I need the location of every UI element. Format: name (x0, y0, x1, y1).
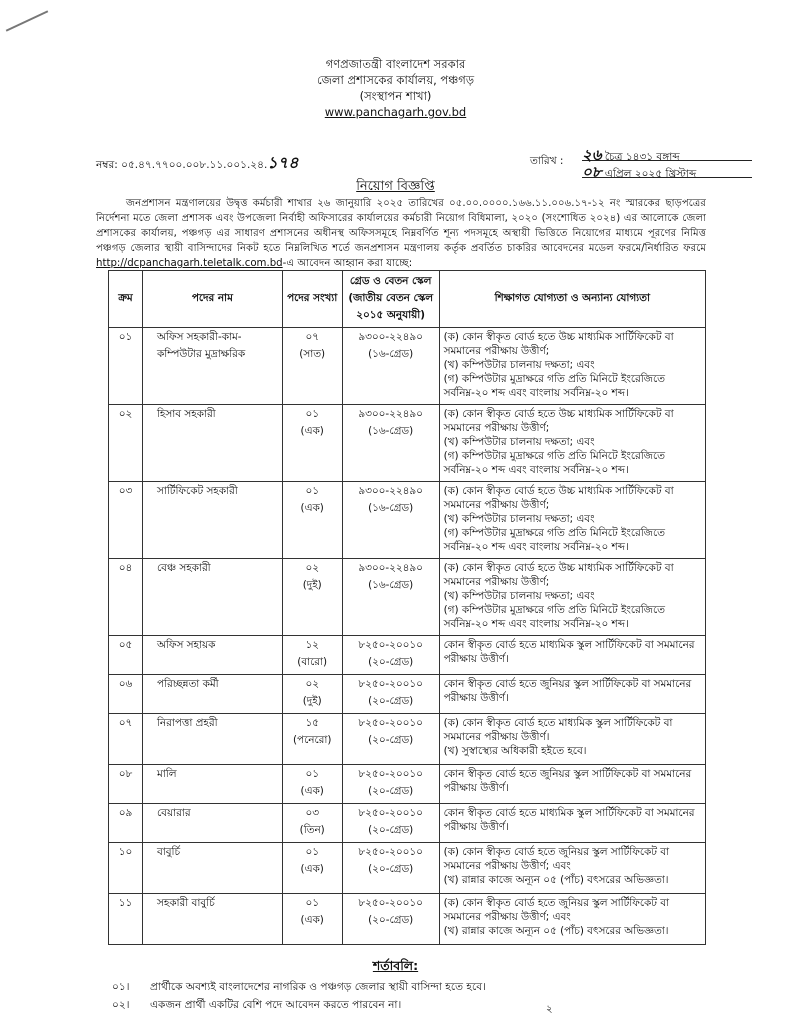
gov-name: গণপ্রজাতন্ত্রী বাংলাদেশ সরকার (325, 57, 466, 71)
table-row (109, 894, 706, 945)
count-number: ০৩ (305, 807, 319, 819)
row-grade (342, 328, 439, 405)
memo-handwritten-number: ১৭৪ (267, 153, 299, 172)
table-row (109, 714, 706, 765)
intro-paragraph (96, 196, 706, 271)
qual-line: (গ) কম্পিউটার মুদ্রাক্ষরে গতি প্রতি মিনিটে ইংরেজিতে সর্বনিম্ন-২০ শব্দ এবং বাংলায় সর্বনিম্ন-২০ শব্দ। (443, 604, 665, 630)
row-qualification (439, 675, 705, 714)
table-row (109, 636, 706, 675)
qual-line: (ক) কোন স্বীকৃত বোর্ড হতে জুনিয়র স্কুল সার্টিফিকেট বা সমমানের পরীক্ষায় উত্তীর্ণ; এবং (443, 846, 670, 872)
row-count (282, 405, 342, 482)
term-text: একজন প্রার্থী একটির বেশি পদে আবেদন করতে পারবেন না। (150, 999, 402, 1011)
row-grade (342, 636, 439, 675)
row-qualification (439, 405, 705, 482)
qual-line: (ক) কোন স্বীকৃত বোর্ড হতে উচ্চ মাধ্যমিক সার্টিফিকেট বা সমমানের পরীক্ষায় উত্তীর্ণ; (443, 485, 674, 511)
grade: (২০-গ্রেড) (368, 785, 414, 797)
qual-line: (ক) কোন স্বীকৃত বোর্ড হতে উচ্চ মাধ্যমিক সার্টিফিকেট বা সমমানের পরীক্ষায় উত্তীর্ণ; (443, 562, 674, 588)
row-grade (342, 894, 439, 945)
grade: (২০-গ্রেড) (368, 695, 414, 707)
row-post: মালি (142, 765, 282, 804)
date-label: তারিখ : (530, 155, 564, 167)
count-words: (পনেরো) (292, 734, 332, 746)
qual-line: (খ) কম্পিউটার চালনায় দক্ষতা; এবং (443, 359, 595, 371)
pay-scale: ৮২৫০-২০০১০ (358, 897, 423, 909)
row-post: সহকারী বাবুর্চি (142, 894, 282, 945)
count-words: (বারো) (297, 656, 328, 668)
count-number: ০১ (305, 846, 319, 858)
row-count (282, 328, 342, 405)
table-row (109, 843, 706, 894)
count-words: (এক) (300, 785, 324, 797)
row-serial: ০৪ (109, 559, 143, 636)
row-post: নিরাপত্তা প্রহরী (142, 714, 282, 765)
row-post: পরিচ্ছন্নতা কর্মী (142, 675, 282, 714)
qual-line: (খ) কম্পিউটার চালনায় দক্ষতা; এবং (443, 590, 595, 602)
grade: (২০-গ্রেড) (368, 863, 414, 875)
row-serial: ০৩ (109, 482, 143, 559)
table-row (109, 765, 706, 804)
qual-line: কোন স্বীকৃত বোর্ড হতে মাধ্যমিক স্কুল সার্টিফিকেট বা সমমানের পরীক্ষায় উত্তীর্ণ। (443, 807, 695, 833)
row-grade (342, 405, 439, 482)
letterhead (0, 56, 791, 120)
row-count (282, 559, 342, 636)
row-count (282, 482, 342, 559)
row-post: বাবুর্চি (142, 843, 282, 894)
row-qualification (439, 559, 705, 636)
count-words: (এক) (300, 863, 324, 875)
table-row (109, 482, 706, 559)
qual-line: (ক) কোন স্বীকৃত বোর্ড হতে জুনিয়র স্কুল সার্টিফিকেট বা সমমানের পরীক্ষায় উত্তীর্ণ; এবং (443, 897, 670, 923)
grade: (২০-গ্রেড) (368, 824, 414, 836)
memo-number (96, 150, 298, 177)
row-count (282, 894, 342, 945)
section-name: (সংস্থাপন শাখা) (359, 89, 432, 103)
row-grade (342, 765, 439, 804)
bangla-day-handwritten: ২৬ (582, 146, 602, 164)
website-link[interactable]: www.panchagarh.gov.bd (324, 105, 467, 119)
pay-scale: ৯৩০০-২২৪৯০ (358, 408, 423, 420)
qual-line: (খ) কম্পিউটার চালনায় দক্ষতা; এবং (443, 436, 595, 448)
row-qualification (439, 843, 705, 894)
pay-scale: ৮২৫০-২০০১০ (358, 639, 423, 651)
row-serial: ০৫ (109, 636, 143, 675)
grade: (২০-গ্রেড) (368, 656, 414, 668)
bangla-date (582, 144, 752, 164)
row-serial: ১০ (109, 843, 143, 894)
term-number: ০১। (112, 981, 130, 993)
grade: (১৬-গ্রেড) (368, 425, 414, 437)
pay-scale: ৮২৫০-২০০১০ (358, 846, 423, 858)
terms-title: শর্তাবলি: (372, 958, 419, 973)
grade: (২০-গ্রেড) (368, 914, 414, 926)
term-item (112, 996, 486, 1014)
qual-line: (খ) সুস্বাস্থ্যের অধিকারী হইতে হবে। (443, 745, 587, 757)
count-words: (এক) (300, 914, 324, 926)
row-post: অফিস সহকারী-কাম-কম্পিউটার মুদ্রাক্ষরিক (142, 328, 282, 405)
notice-title: নিয়োগ বিজ্ঞপ্তি (356, 179, 435, 194)
pay-scale: ৮২৫০-২০০১০ (358, 807, 423, 819)
grade: (২০-গ্রেড) (368, 734, 414, 746)
row-serial: ০৭ (109, 714, 143, 765)
header-serial: ক্রম (109, 271, 143, 328)
row-serial: ০১ (109, 328, 143, 405)
grade: (১৬-গ্রেড) (368, 348, 414, 360)
term-item (112, 978, 486, 996)
row-post: বেয়ারার (142, 804, 282, 843)
english-date (582, 161, 752, 181)
row-count (282, 675, 342, 714)
table-row (109, 804, 706, 843)
pay-scale: ৯৩০০-২২৪৯০ (358, 331, 423, 343)
term-number: ০২। (112, 999, 130, 1011)
pay-scale: ৮২৫০-২০০১০ (358, 768, 423, 780)
row-qualification (439, 765, 705, 804)
row-post: সার্টিফিকেট সহকারী (142, 482, 282, 559)
count-number: ০২ (305, 678, 319, 690)
count-words: (এক) (300, 502, 324, 514)
qual-line: (গ) কম্পিউটার মুদ্রাক্ষরে গতি প্রতি মিনিটে ইংরেজিতে সর্বনিম্ন-২০ শব্দ এবং বাংলায় সর্বনিম্ন-২০ শব্দ। (443, 527, 665, 553)
english-day-handwritten: ০৮ (582, 163, 602, 181)
row-serial: ১১ (109, 894, 143, 945)
row-count (282, 765, 342, 804)
qual-line: কোন স্বীকৃত বোর্ড হতে জুনিয়র স্কুল সার্টিফিকেট বা সমমানের পরীক্ষায় উত্তীর্ণ। (443, 768, 692, 794)
row-count (282, 714, 342, 765)
memo-label: নম্বর: (96, 159, 118, 171)
row-qualification (439, 714, 705, 765)
qual-line: (খ) রান্নার কাজে অন্যূন ০৫ (পাঁচ) বৎসরের অভিজ্ঞতা। (443, 874, 669, 886)
terms-list (112, 978, 486, 1014)
row-qualification (439, 636, 705, 675)
row-qualification (439, 894, 705, 945)
count-words: (তিন) (299, 824, 325, 836)
row-serial: ০২ (109, 405, 143, 482)
count-number: ০১ (305, 897, 319, 909)
row-grade (342, 675, 439, 714)
row-post: বেঞ্চ সহকারী (142, 559, 282, 636)
header-post: পদের নাম (142, 271, 282, 328)
count-words: (দুই) (302, 695, 322, 707)
count-number: ০১ (305, 485, 319, 497)
qual-line: কোন স্বীকৃত বোর্ড হতে মাধ্যমিক স্কুল সার্টিফিকেট বা সমমানের পরীক্ষায় উত্তীর্ণ। (443, 639, 695, 665)
row-serial: ০৬ (109, 675, 143, 714)
row-grade (342, 714, 439, 765)
table-row (109, 328, 706, 405)
qual-line: (গ) কম্পিউটার মুদ্রাক্ষরে গতি প্রতি মিনিটে ইংরেজিতে সর্বনিম্ন-২০ শব্দ এবং বাংলায় সর্বনিম্ন-২০ শব্দ। (443, 373, 665, 399)
row-qualification (439, 804, 705, 843)
count-number: ১২ (305, 639, 319, 651)
pay-scale: ৮২৫০-২০০১০ (358, 717, 423, 729)
count-words: (এক) (300, 425, 324, 437)
page-number: ২ (546, 1004, 553, 1015)
qual-line: কোন স্বীকৃত বোর্ড হতে জুনিয়র স্কুল সার্টিফিকেট বা সমমানের পরীক্ষায় উত্তীর্ণ। (443, 678, 692, 704)
count-number: ০৭ (305, 331, 319, 343)
row-post: অফিস সহায়ক (142, 636, 282, 675)
count-words: (দুই) (302, 579, 322, 591)
qual-line: (ক) কোন স্বীকৃত বোর্ড হতে উচ্চ মাধ্যমিক সার্টিফিকেট বা সমমানের পরীক্ষায় উত্তীর্ণ; (443, 331, 674, 357)
qual-line: (খ) কম্পিউটার চালনায় দক্ষতা; এবং (443, 513, 595, 525)
application-link[interactable]: http://dcpanchagarh.teletalk.com.bd (96, 258, 283, 269)
header-qualification: শিক্ষাগত যোগ্যতা ও অন্যান্য যোগ্যতা (439, 271, 705, 328)
row-count (282, 804, 342, 843)
english-date-rest: এপ্রিল ২০২৫ খ্রিস্টাব্দ (604, 168, 697, 180)
term-text: প্রার্থীকে অবশ্যই বাংলাদেশের নাগরিক ও পঞ্চগড় জেলার স্থায়ী বাসিন্দা হতে হবে। (150, 981, 486, 993)
row-serial: ০৮ (109, 765, 143, 804)
office-name: জেলা প্রশাসকের কার্যালয়, পঞ্চগড় (316, 73, 475, 87)
grade: (১৬-গ্রেড) (368, 502, 414, 514)
count-number: ০২ (305, 562, 319, 574)
grade: (১৬-গ্রেড) (368, 579, 414, 591)
bangla-date-rest: চৈত্র ১৪৩১ বঙ্গাব্দ (604, 151, 680, 163)
qual-line: (ক) কোন স্বীকৃত বোর্ড হতে উচ্চ মাধ্যমিক সার্টিফিকেট বা সমমানের পরীক্ষায় উত্তীর্ণ; (443, 408, 674, 434)
table-row (109, 559, 706, 636)
intro-text: জনপ্রশাসন মন্ত্রণালয়ের উদ্বৃত্ত কর্মচারী শাখার ২৬ জানুয়ারি ২০২৫ তারিখের ০৫.০০.০০০০.১৬৬.১১.০০৬.১৭-১২ নং স্মারকের ছাড়পত্রের নির্দেশনা মতে জেলা প্রশাসক এবং উপজেলা নির্বাহী অফিসারের কার্যালয়ের কর্মচারী নিয়োগ বিধিমালা, ২০২০ (সংশোধিত ২০২৪) এর আলোকে জেলা প্রশাসকের কার্যালয়, পঞ্চগড় এর সাধারণ প্রশাসনের অধীনস্থ অফিসসমূহে নিম্নবর্ণিত শূন্য পদসমূহে অস্থায়ী ভিত্তিতে নিয়োগের মাধ্যমে পূরণের নিমিত্ত পঞ্চগড় জেলার স্থায়ী বাসিন্দাদের নিকট হতে নিম্নলিখিত শর্তে জনপ্রশাসন মন্ত্রণালয় কর্তৃক প্রবর্তিত চাকরির আবেদনের মডেল ফরমে/নির্ধারিত ফরমে (96, 198, 706, 254)
row-post: হিসাব সহকারী (142, 405, 282, 482)
table-header-row (109, 271, 706, 328)
row-count (282, 843, 342, 894)
count-number: ০১ (305, 768, 319, 780)
table-row (109, 675, 706, 714)
memo-number-value: ০৫.৪৭.৭৭০০.০০৮.১১.০০১.২৪. (121, 159, 268, 171)
count-words: (সাত) (299, 348, 326, 360)
row-qualification (439, 328, 705, 405)
vacancy-table (108, 270, 706, 945)
qual-line: (ক) কোন স্বীকৃত বোর্ড হতে মাধ্যমিক স্কুল সার্টিফিকেট বা সমমানের পরীক্ষায় উত্তীর্ণ। (443, 717, 673, 743)
qual-line: (গ) কম্পিউটার মুদ্রাক্ষরে গতি প্রতি মিনিটে ইংরেজিতে সর্বনিম্ন-২০ শব্দ এবং বাংলায় সর্বনিম্ন-২০ শব্দ। (443, 450, 665, 476)
pay-scale: ৯৩০০-২২৪৯০ (358, 485, 423, 497)
row-count (282, 636, 342, 675)
header-count: পদের সংখ্যা (282, 271, 342, 328)
row-grade (342, 843, 439, 894)
pay-scale: ৮২৫০-২০০১০ (358, 678, 423, 690)
row-serial: ০৯ (109, 804, 143, 843)
table-row (109, 405, 706, 482)
row-qualification (439, 482, 705, 559)
row-grade (342, 482, 439, 559)
row-grade (342, 559, 439, 636)
header-grade: গ্রেড ও বেতন স্কেল (জাতীয় বেতন স্কেল ২০১৫ অনুযায়ী) (342, 271, 439, 328)
qual-line: (খ) রান্নার কাজে অন্যূন ০৫ (পাঁচ) বৎসরের অভিজ্ঞতা। (443, 925, 669, 937)
count-number: ০১ (305, 408, 319, 420)
count-number: ১৫ (305, 717, 319, 729)
intro-suffix: -এ আবেদন আহ্বান করা যাচ্ছে: (282, 258, 413, 269)
pay-scale: ৯৩০০-২২৪৯০ (358, 562, 423, 574)
scan-artifact-mark (6, 10, 49, 31)
row-grade (342, 804, 439, 843)
